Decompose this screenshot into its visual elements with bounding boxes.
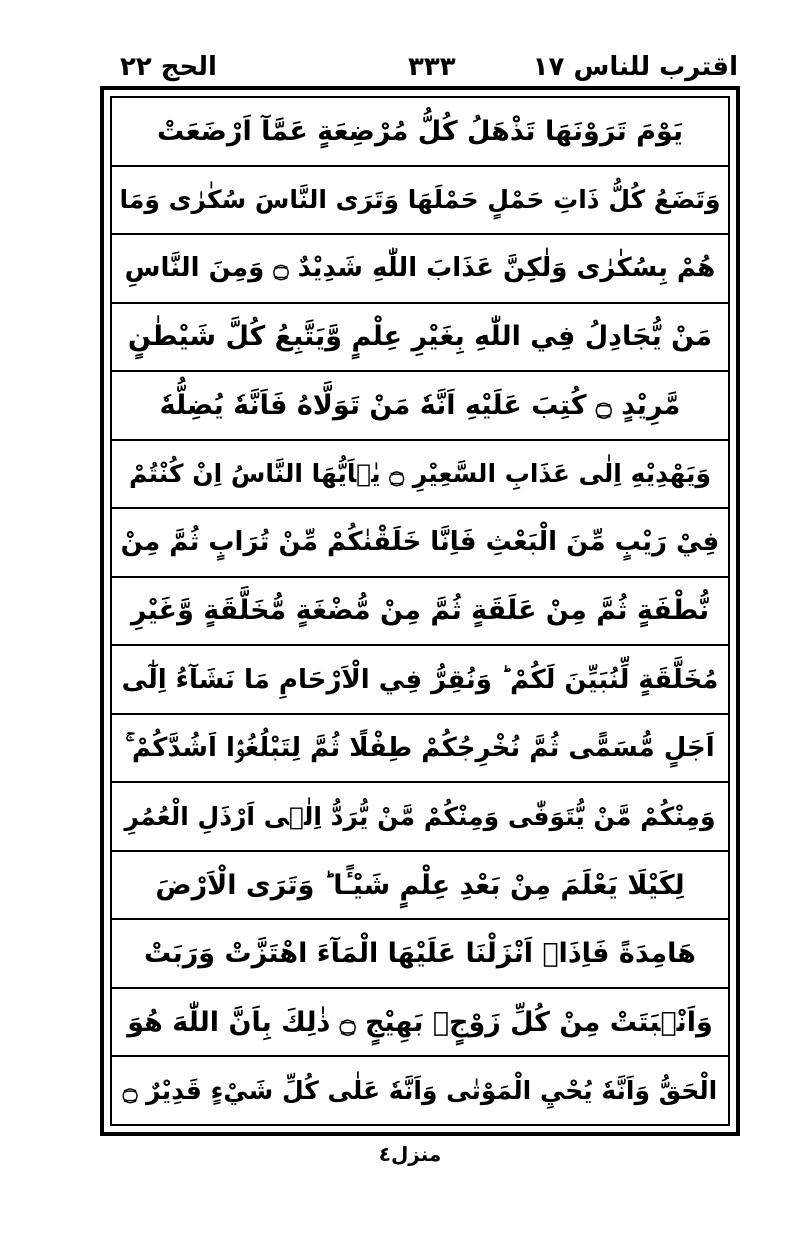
page-header [118, 48, 738, 86]
verse-line: مَّرِيْدٍ ۝ كُتِبَ عَلَيْهِ اَنَّهٗ مَنْ تَوَلَّاهُ فَاَنَّهٗ يُضِلُّهٗ [112, 372, 728, 441]
verse-line: وَاَنْۢبَتَتْ مِنْ كُلِّ زَوْجٍۢ بَهِيْجٍ ۝ ذٰلِكَ بِاَنَّ اللّٰهَ هُوَ [112, 989, 728, 1058]
verse-line: مَنْ يُّجَادِلُ فِي اللّٰهِ بِغَيْرِ عِلْمٍ وَّيَتَّبِعُ كُلَّ شَيْطٰنٍ [112, 304, 728, 373]
verse-line: الْحَقُّ وَاَنَّهٗ يُحْيِ الْمَوْتٰى وَاَنَّهٗ عَلٰى كُلِّ شَيْءٍ قَدِيْرٌ ۝ [122, 1076, 718, 1106]
verse-line: مُخَلَّقَةٍ لِّنُبَيِّنَ لَكُمْ ؕ وَنُقِرُّ فِي الْاَرْحَامِ مَا نَشَآءُ اِلٰٓى [112, 646, 728, 715]
verse-line: نُّطْفَةٍ ثُمَّ مِنْ عَلَقَةٍ ثُمَّ مِنْ مُّضْغَةٍ مُّخَلَّقَةٍ وَّغَيْرِ [112, 578, 728, 647]
verse-line: يَوْمَ تَرَوْنَهَا تَذْهَلُ كُلُّ مُرْضِعَةٍ عَمَّآ اَرْضَعَتْ [112, 98, 728, 167]
verse-lines [112, 98, 728, 1124]
surah-title: الحج ٢٢ [120, 52, 217, 82]
text-frame [110, 96, 730, 1126]
verse-line: وَتَضَعُ كُلُّ ذَاتِ حَمْلٍ حَمْلَهَا وَتَرَى النَّاسَ سُكٰرٰى وَمَا [112, 167, 728, 236]
page-frame [100, 86, 740, 1136]
page-number: ٣٣٣ [408, 52, 456, 82]
verse-line: وَمِنْكُمْ مَّنْ يُّتَوَفّٰى وَمِنْكُمْ مَّنْ يُّرَدُّ اِلٰۤى اَرْذَلِ الْعُمُرِ [112, 783, 728, 852]
verse-line: هُمْ بِسُكٰرٰى وَلٰكِنَّ عَذَابَ اللّٰهِ شَدِيْدٌ ۝ وَمِنَ النَّاسِ [112, 235, 728, 304]
verse-line: هَامِدَةً فَاِذَاۤ اَنْزَلْنَا عَلَيْهَا الْمَآءَ اهْتَزَّتْ وَرَبَتْ [112, 920, 728, 989]
manzil-label: منزل٤ [378, 1142, 442, 1166]
verse-line: لِكَيْلَا يَعْلَمَ مِنْ بَعْدِ عِلْمٍ شَيْـًٔا ؕ وَتَرَى الْاَرْضَ [112, 852, 728, 921]
juz-title: اقترب للناس ١٧ [532, 52, 738, 82]
verse-line: فِيْ رَيْبٍ مِّنَ الْبَعْثِ فَاِنَّا خَلَقْنٰكُمْ مِّنْ تُرَابٍ ثُمَّ مِنْ [112, 509, 728, 578]
verse-line: وَيَهْدِيْهِ اِلٰى عَذَابِ السَّعِيْرِ ۝ يٰۤاَيُّهَا النَّاسُ اِنْ كُنْتُمْ [112, 441, 728, 510]
verse-line: اَجَلٍ مُّسَمًّى ثُمَّ نُخْرِجُكُمْ طِفْلًا ثُمَّ لِتَبْلُغُوْۤا اَشُدَّكُمْ ۚ [112, 715, 728, 784]
